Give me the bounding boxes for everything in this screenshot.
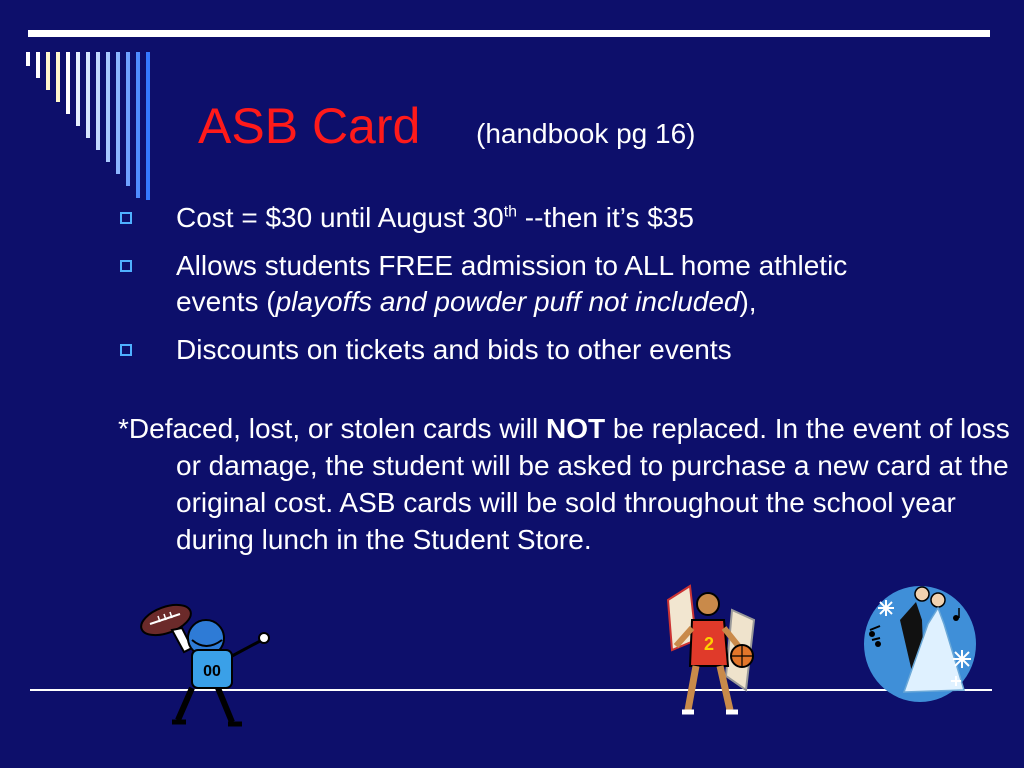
bullet-admission bbox=[118, 248, 908, 320]
football-jersey-number: 00 bbox=[203, 663, 221, 680]
bullet-cost bbox=[118, 200, 908, 236]
ordinal-suffix: th bbox=[503, 203, 518, 221]
bullet-list bbox=[118, 200, 908, 380]
bullet-admission-exclusion: playoffs and powder puff not included bbox=[275, 286, 740, 317]
basketball-player-icon bbox=[662, 580, 762, 718]
bullet-cost-tail: --then it’s $35 bbox=[517, 202, 694, 233]
bullet-discounts bbox=[118, 332, 908, 368]
note-text-tail: be replaced. In the event of loss or damage, the student will be asked to purchase a new card at the original cost. ASB cards will be sold throughout the school year during lunch in the Student Store. bbox=[176, 413, 1010, 555]
square-bullet-icon bbox=[120, 344, 132, 356]
slide-title: ASB Card bbox=[198, 98, 421, 154]
note-text: *Defaced, lost, or stolen cards will bbox=[118, 413, 546, 444]
note-emphasis: NOT bbox=[545, 413, 606, 444]
decorative-stripes bbox=[0, 0, 200, 200]
bullet-admission-tail: ), bbox=[739, 286, 757, 317]
basketball-jersey-number: 2 bbox=[703, 634, 715, 654]
football-player-icon bbox=[132, 600, 272, 728]
bullet-cost-text: Cost = $30 until August 30 bbox=[176, 202, 504, 233]
replacement-note bbox=[118, 410, 1024, 558]
dancing-couple-icon bbox=[860, 580, 980, 704]
square-bullet-icon bbox=[120, 212, 132, 224]
slide-subtitle: (handbook pg 16) bbox=[476, 118, 696, 149]
bullet-admission-text: Allows students FREE admission to ALL home athletic events ( bbox=[176, 250, 848, 317]
bullet-discounts-text: Discounts on tickets and bids to other events bbox=[176, 334, 732, 365]
square-bullet-icon bbox=[120, 260, 132, 272]
